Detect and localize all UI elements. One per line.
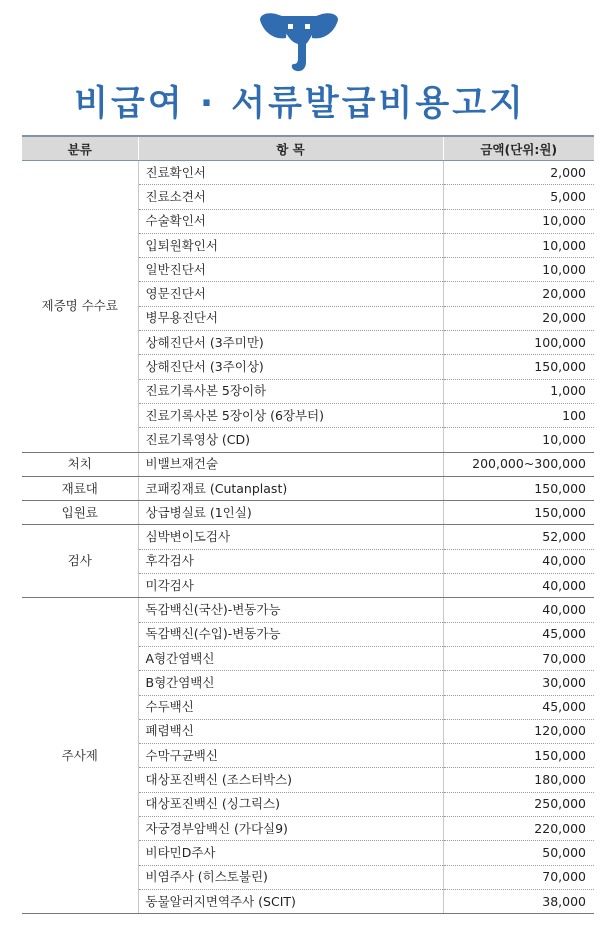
item-cell: 미각검사 bbox=[138, 574, 443, 598]
table-row bbox=[22, 452, 594, 476]
item-cell: 대상포진백신 (조스터박스) bbox=[138, 768, 443, 792]
amount-cell: 10,000 bbox=[443, 428, 594, 452]
item-cell: 비염주사 (히스토불린) bbox=[138, 865, 443, 889]
amount-cell: 100,000 bbox=[443, 331, 594, 355]
item-cell: 진료기록사본 5장이상 (6장부터) bbox=[138, 403, 443, 427]
item-cell: 상해진단서 (3주이상) bbox=[138, 355, 443, 379]
item-cell: 자궁경부암백신 (가다실9) bbox=[138, 817, 443, 841]
amount-cell: 180,000 bbox=[443, 768, 594, 792]
amount-cell: 45,000 bbox=[443, 695, 594, 719]
item-cell: 수술확인서 bbox=[138, 209, 443, 233]
amount-cell: 70,000 bbox=[443, 646, 594, 670]
amount-cell: 10,000 bbox=[443, 258, 594, 282]
item-cell: 영문진단서 bbox=[138, 282, 443, 306]
page-title: 비급여 · 서류발급비용고지 bbox=[74, 84, 526, 124]
item-cell: 진료확인서 bbox=[138, 161, 443, 185]
category-cell: 입원료 bbox=[22, 501, 138, 525]
item-cell: 비밸브재건술 bbox=[138, 452, 443, 476]
table-header bbox=[22, 137, 594, 161]
category-cell: 제증명 수수료 bbox=[22, 161, 138, 453]
fee-table-wrapper bbox=[22, 137, 594, 914]
category-cell: 처치 bbox=[22, 452, 138, 476]
amount-cell: 10,000 bbox=[443, 209, 594, 233]
amount-cell: 10,000 bbox=[443, 233, 594, 257]
header-amount: 금액(단위:원) bbox=[443, 137, 594, 161]
amount-cell: 45,000 bbox=[443, 622, 594, 646]
amount-cell: 2,000 bbox=[443, 161, 594, 185]
item-cell: 독감백신(수입)-변동가능 bbox=[138, 622, 443, 646]
category-cell: 재료대 bbox=[22, 476, 138, 500]
header-item: 항 목 bbox=[138, 137, 443, 161]
table-row bbox=[22, 525, 594, 549]
item-cell: 입퇴원확인서 bbox=[138, 233, 443, 257]
item-cell: 코패킹재료 (Cutanplast) bbox=[138, 476, 443, 500]
table-body bbox=[22, 161, 594, 914]
amount-cell: 50,000 bbox=[443, 841, 594, 865]
item-cell: 상급병실료 (1인실) bbox=[138, 501, 443, 525]
table-row bbox=[22, 161, 594, 185]
amount-cell: 38,000 bbox=[443, 889, 594, 913]
table-row bbox=[22, 598, 594, 622]
item-cell: 대상포진백신 (싱그릭스) bbox=[138, 792, 443, 816]
amount-cell: 20,000 bbox=[443, 282, 594, 306]
amount-cell: 150,000 bbox=[443, 744, 594, 768]
table-row bbox=[22, 501, 594, 525]
category-cell: 검사 bbox=[22, 525, 138, 598]
amount-cell: 200,000~300,000 bbox=[443, 452, 594, 476]
elephant-logo bbox=[258, 12, 340, 74]
item-cell: 진료기록사본 5장이하 bbox=[138, 379, 443, 403]
item-cell: 상해진단서 (3주미만) bbox=[138, 331, 443, 355]
item-cell: 병무용진단서 bbox=[138, 306, 443, 330]
item-cell: 독감백신(국산)-변동가능 bbox=[138, 598, 443, 622]
amount-cell: 100 bbox=[443, 403, 594, 427]
table-row bbox=[22, 476, 594, 500]
item-cell: 후각검사 bbox=[138, 549, 443, 573]
amount-cell: 70,000 bbox=[443, 865, 594, 889]
amount-cell: 150,000 bbox=[443, 355, 594, 379]
amount-cell: 250,000 bbox=[443, 792, 594, 816]
amount-cell: 5,000 bbox=[443, 185, 594, 209]
item-cell: 수두백신 bbox=[138, 695, 443, 719]
elephant-icon bbox=[258, 12, 340, 74]
amount-cell: 220,000 bbox=[443, 817, 594, 841]
amount-cell: 120,000 bbox=[443, 719, 594, 743]
amount-cell: 1,000 bbox=[443, 379, 594, 403]
header-category: 분류 bbox=[22, 137, 138, 161]
amount-cell: 40,000 bbox=[443, 598, 594, 622]
item-cell: 비타민D주사 bbox=[138, 841, 443, 865]
item-cell: 수막구균백신 bbox=[138, 744, 443, 768]
item-cell: 진료소견서 bbox=[138, 185, 443, 209]
amount-cell: 52,000 bbox=[443, 525, 594, 549]
item-cell: A형간염백신 bbox=[138, 646, 443, 670]
category-cell: 주사제 bbox=[22, 598, 138, 914]
amount-cell: 150,000 bbox=[443, 476, 594, 500]
item-cell: 진료기록영상 (CD) bbox=[138, 428, 443, 452]
amount-cell: 40,000 bbox=[443, 549, 594, 573]
item-cell: B형간염백신 bbox=[138, 671, 443, 695]
amount-cell: 150,000 bbox=[443, 501, 594, 525]
amount-cell: 20,000 bbox=[443, 306, 594, 330]
amount-cell: 30,000 bbox=[443, 671, 594, 695]
item-cell: 일반진단서 bbox=[138, 258, 443, 282]
fee-table bbox=[22, 137, 594, 914]
item-cell: 심박변이도검사 bbox=[138, 525, 443, 549]
item-cell: 동물알러지면역주사 (SCIT) bbox=[138, 889, 443, 913]
amount-cell: 40,000 bbox=[443, 574, 594, 598]
item-cell: 폐렴백신 bbox=[138, 719, 443, 743]
